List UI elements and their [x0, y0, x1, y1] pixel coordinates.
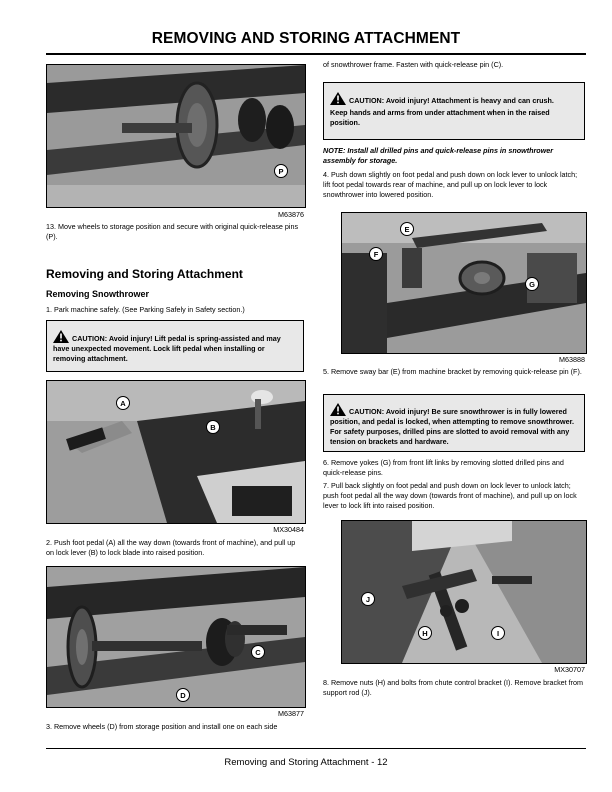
- caution-head: CAUTION: Avoid injury!: [72, 334, 153, 343]
- callout-e: E: [400, 222, 414, 236]
- note-text: NOTE: Install all drilled pins and quick-release pins in snowthrower assembly for storage.: [323, 146, 554, 166]
- caution-box-lowered: [323, 394, 585, 452]
- warning-icon: [53, 330, 69, 343]
- section-title: Removing and Storing Attachment: [46, 267, 243, 281]
- callout-d: D: [176, 688, 190, 702]
- figure-chute-bracket: [341, 520, 587, 664]
- callout-g: G: [525, 277, 539, 291]
- step-1: 1. Park machine safely. (See Parking Safely in Safety section.): [46, 305, 245, 314]
- caution-box-heavy: [323, 82, 585, 140]
- page-title: REMOVING AND STORING ATTACHMENT: [151, 30, 461, 47]
- step-5: 5. Remove sway bar (E) from machine bracket by removing quick-release pin (F).: [323, 367, 582, 376]
- step-13: 13. Move wheels to storage position and secure with original quick-release pins (P).: [46, 222, 299, 242]
- step-3: 3. Remove wheels (D) from storage position and install one on each side: [46, 722, 278, 731]
- photo-pulley-wheels: [47, 65, 305, 207]
- figure-id: M63877: [278, 709, 304, 718]
- step-4: 4. Push down slightly on foot pedal and push down on lock lever to unlock latch; lift foot pedal towards rear of machine, and pull up on lock lever to lock snowthrower into lowered position.: [323, 170, 578, 200]
- caution-line-1: Attachment is heavy and can crush.: [431, 96, 554, 105]
- page-footer: Removing and Storing Attachment - 12: [224, 757, 388, 768]
- step-2: 2. Push foot pedal (A) all the way down (towards front of machine), and pull up on lock lever (B) to lock blade into raised position.: [46, 538, 296, 558]
- caution-box-lift-pedal: [46, 320, 304, 372]
- figure-pulley-wheels: [46, 64, 306, 208]
- callout-j: J: [361, 592, 375, 606]
- photo-wheels-mounted: [47, 567, 305, 707]
- caution-head: CAUTION: Avoid injury! Be sure snowthrower is in fully lowered position, and pedal is locked, when attempting to remove snowthrower. For safety purposes, drilled pins are slotted to avoid removal with any tension on brackets and hardware.: [330, 407, 575, 447]
- callout-b: B: [206, 420, 220, 434]
- step-6: 6. Remove yokes (G) from front lift links by removing slotted drilled pins and quick-release pins.: [323, 458, 564, 478]
- caution-body: Lift pedal is spring-assisted and may have unexpected movement. Lock lift pedal when installing or removing attachment.: [53, 334, 281, 364]
- figure-foot-pedal: [46, 380, 306, 524]
- figure-id: M63888: [559, 355, 585, 364]
- callout-c: C: [251, 645, 265, 659]
- figure-wheels-mounted: [46, 566, 306, 708]
- photo-foot-pedal: [47, 381, 305, 523]
- callout-p: P: [274, 164, 288, 178]
- figure-id: MX30707: [554, 665, 585, 674]
- figure-id: MX30484: [273, 525, 304, 534]
- callout-a: A: [116, 396, 130, 410]
- figure-sway-bar: [341, 212, 587, 354]
- caution-head: CAUTION: Avoid injury!: [349, 96, 430, 105]
- sub-title: Removing Snowthrower: [46, 289, 150, 299]
- step-8: 8. Remove nuts (H) and bolts from chute control bracket (I). Remove bracket from support rod (J).: [323, 678, 584, 698]
- photo-chute-bracket: [342, 521, 586, 663]
- warning-icon: [330, 92, 346, 105]
- warning-icon: [330, 403, 346, 416]
- header-rule: [46, 53, 586, 55]
- callout-i: I: [491, 626, 505, 640]
- figure-id: M63876: [278, 210, 304, 219]
- photo-sway-bar: [342, 213, 586, 353]
- continued-text: of snowthrower frame. Fasten with quick-release pin (C).: [323, 60, 504, 69]
- footer-rule: [46, 748, 586, 749]
- callout-h: H: [418, 626, 432, 640]
- step-7: 7. Pull back slightly on foot pedal and push down on lock lever to unlock latch; push foot pedal all the way down (towards front of machine), and pull up on lock lever to lock lift into raised position.: [323, 481, 577, 511]
- caution-line-2: Keep hands and arms from under attachment when in the raised position.: [330, 108, 550, 128]
- callout-f: F: [369, 247, 383, 261]
